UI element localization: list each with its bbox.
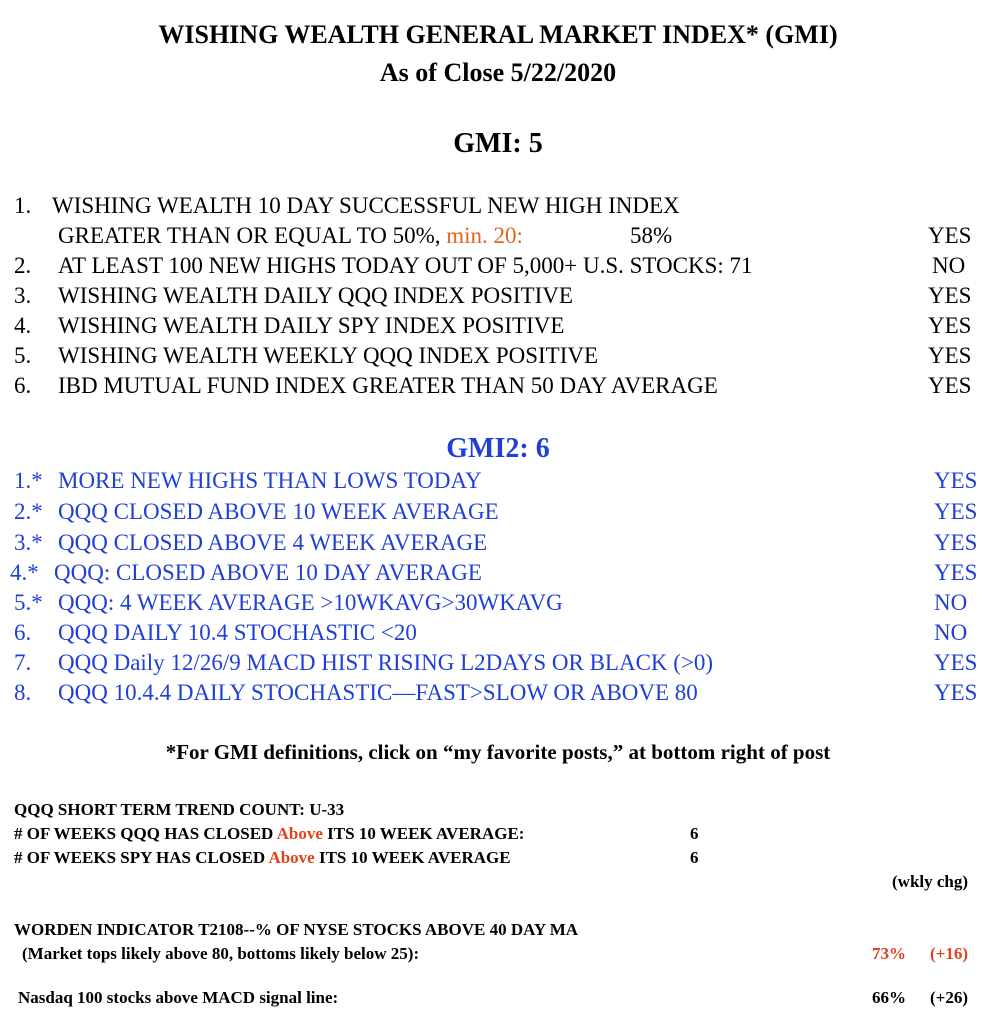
gmi-row-1-num: 1. — [14, 193, 32, 218]
gmi2-row-2-text: QQQ CLOSED ABOVE 10 WEEK AVERAGE — [58, 499, 499, 524]
gmi2-row-5-text: QQQ: 4 WEEK AVERAGE >10WKAVG>30WKAVG — [58, 590, 563, 615]
gmi-row-1-answer: YES — [928, 223, 972, 248]
page-subtitle: As of Close 5/22/2020 — [379, 58, 617, 87]
gmi2-row-1-answer: YES — [934, 468, 978, 493]
gmi2-row-3-num: 3.* — [14, 530, 43, 555]
gmi2-row-7-num: 7. — [14, 650, 32, 675]
gmi-row-6-text: IBD MUTUAL FUND INDEX GREATER THAN 50 DAY AVERAGE — [58, 373, 718, 398]
gmi2-row-8-num: 8. — [14, 680, 32, 705]
gmi-row-5-answer: YES — [928, 343, 972, 368]
gmi2-row-2-num: 2.* — [14, 499, 43, 524]
worden-value: 73% — [872, 944, 906, 963]
gmi2-row-1-num: 1.* — [14, 468, 43, 493]
gmi-row-5-text: WISHING WEALTH WEEKLY QQQ INDEX POSITIVE — [58, 343, 599, 368]
gmi2-row-3-text: QQQ CLOSED ABOVE 4 WEEK AVERAGE — [58, 530, 488, 555]
gmi-row-1-value: 58% — [630, 223, 673, 248]
spy-weeks-prefix: # OF WEEKS SPY HAS CLOSED — [14, 848, 266, 867]
page-title: WISHING WEALTH GENERAL MARKET INDEX* (GMI) — [158, 20, 838, 49]
gmi-row-4-num: 4. — [14, 313, 32, 338]
gmi-row-1-cont-text: GREATER THAN OR EQUAL TO 50%, — [58, 223, 441, 248]
nasdaq-macd-change: (+26) — [930, 988, 969, 1007]
worden-change: (+16) — [930, 944, 969, 963]
worden-indicator-line: WORDEN INDICATOR T2108--% OF NYSE STOCKS ABOVE 40 DAY MA — [14, 920, 579, 939]
gmi2-row-8-text: QQQ 10.4.4 DAILY STOCHASTIC—FAST>SLOW OR ABOVE 80 — [58, 680, 698, 705]
nasdaq-macd-value: 66% — [872, 988, 906, 1007]
gmi-row-3-num: 3. — [14, 283, 32, 308]
gmi-row-3-answer: YES — [928, 283, 972, 308]
gmi2-row-1-text: MORE NEW HIGHS THAN LOWS TODAY — [58, 468, 482, 493]
gmi-row-3-text: WISHING WEALTH DAILY QQQ INDEX POSITIVE — [58, 283, 573, 308]
gmi2-row-4-num: 4.* — [10, 560, 39, 585]
spy-weeks-suffix: ITS 10 WEEK AVERAGE — [318, 848, 511, 867]
trend-count-line: QQQ SHORT TERM TREND COUNT: U-33 — [14, 800, 345, 819]
gmi2-row-4-answer: YES — [934, 560, 978, 585]
spy-weeks-above: Above — [268, 848, 315, 867]
gmi2-row-5-num: 5.* — [14, 590, 43, 615]
gmi-row-4-text: WISHING WEALTH DAILY SPY INDEX POSITIVE — [58, 313, 565, 338]
gmi2-row-6-text: QQQ DAILY 10.4 STOCHASTIC <20 — [58, 620, 417, 645]
gmi2-row-4-text: QQQ: CLOSED ABOVE 10 DAY AVERAGE — [54, 560, 482, 585]
gmi-score: GMI: 5 — [453, 128, 543, 159]
spy-weeks-line — [14, 848, 511, 868]
gmi2-row-8-answer: YES — [934, 680, 978, 705]
qqq-weeks-above: Above — [276, 824, 323, 843]
qqq-weeks-suffix: ITS 10 WEEK AVERAGE: — [327, 824, 525, 843]
gmi-row-4-answer: YES — [928, 313, 972, 338]
gmi-row-6-answer: YES — [928, 373, 972, 398]
gmi-row-2-text: AT LEAST 100 NEW HIGHS TODAY OUT OF 5,000+ U.S. STOCKS: 71 — [58, 253, 753, 278]
gmi-definitions-note: *For GMI definitions, click on “my favorite posts,” at bottom right of post — [165, 740, 831, 764]
gmi-row-1-cont — [58, 223, 523, 249]
gmi2-row-5-answer: NO — [934, 590, 968, 615]
nasdaq-macd-label: Nasdaq 100 stocks above MACD signal line: — [18, 988, 339, 1007]
gmi2-row-3-answer: YES — [934, 530, 978, 555]
gmi2-row-2-answer: YES — [934, 499, 978, 524]
gmi2-score: GMI2: 6 — [446, 433, 550, 464]
worden-note-line: (Market tops likely above 80, bottoms likely below 25): — [22, 944, 420, 963]
gmi-row-1-min: min. 20: — [446, 223, 523, 248]
gmi-row-2-answer: NO — [932, 253, 966, 278]
gmi2-row-7-text: QQQ Daily 12/26/9 MACD HIST RISING L2DAYS OR BLACK (>0) — [58, 650, 714, 675]
weekly-change-header: (wkly chg) — [892, 872, 969, 891]
gmi-row-1-text: WISHING WEALTH 10 DAY SUCCESSFUL NEW HIGH INDEX — [52, 193, 680, 218]
gmi2-row-6-answer: NO — [934, 620, 968, 645]
qqq-weeks-prefix: # OF WEEKS QQQ HAS CLOSED — [14, 824, 274, 843]
gmi-row-2-num: 2. — [14, 253, 32, 278]
gmi-row-6-num: 6. — [14, 373, 32, 398]
gmi2-row-7-answer: YES — [934, 650, 978, 675]
gmi2-row-6-num: 6. — [14, 620, 32, 645]
qqq-weeks-line — [14, 824, 524, 844]
qqq-weeks-value: 6 — [690, 824, 699, 843]
gmi-row-5-num: 5. — [14, 343, 32, 368]
spy-weeks-value: 6 — [690, 848, 699, 867]
